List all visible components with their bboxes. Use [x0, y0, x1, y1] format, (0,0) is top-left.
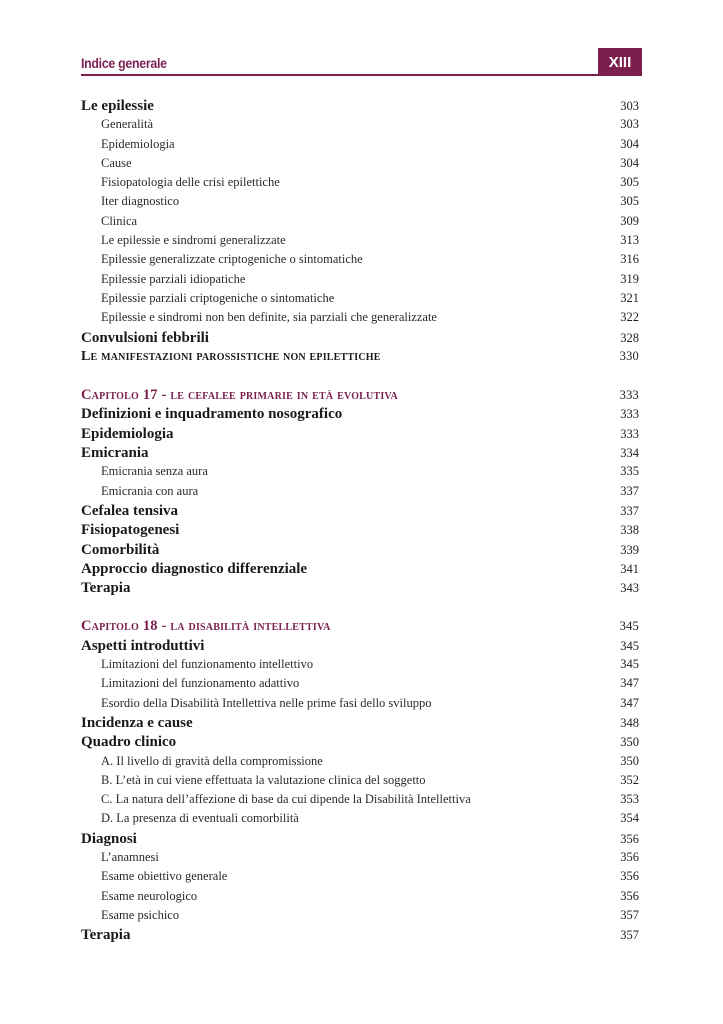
toc-entry-subheading[interactable] — [81, 850, 639, 869]
toc-entry-subheading[interactable] — [81, 117, 639, 136]
toc-chapter-title[interactable] — [81, 618, 639, 637]
toc-page-number: 316 — [620, 252, 639, 267]
toc-page-number: 347 — [620, 676, 639, 691]
toc-entry-label: Convulsioni febbrili — [81, 329, 209, 346]
toc-page-number: 305 — [620, 175, 639, 190]
toc-entry-subheading[interactable] — [81, 484, 639, 503]
toc-entry-label: Fisiopatogenesi — [81, 522, 180, 539]
toc-page-number: 303 — [620, 99, 639, 113]
toc-entry-subheading[interactable] — [81, 175, 639, 194]
toc-entry-heading[interactable] — [81, 426, 639, 445]
toc-page-number: 304 — [620, 136, 639, 151]
toc-entry-heading[interactable] — [81, 580, 639, 599]
toc-page-number: 356 — [620, 888, 639, 903]
toc-entry-label: Clinica — [101, 213, 138, 228]
toc-entry-label: Quadro clinico — [81, 734, 177, 751]
running-title: Indice generale — [81, 55, 167, 71]
toc-entry-subheading[interactable] — [81, 252, 639, 271]
toc-entry-label: Esame neurologico — [101, 888, 198, 903]
toc-entry-label: Cause — [101, 155, 132, 170]
page-number-badge: XIII — [598, 48, 642, 76]
toc-page-number: 328 — [620, 330, 639, 345]
toc-section — [81, 618, 639, 946]
toc-entry-heading[interactable] — [81, 831, 639, 850]
toc-entry-subheading[interactable] — [81, 137, 639, 156]
toc-chapter-title[interactable] — [81, 387, 639, 406]
toc-entry-heading[interactable] — [81, 522, 639, 541]
toc-entry-heading[interactable] — [81, 445, 639, 464]
table-of-contents — [81, 98, 639, 946]
toc-entry-label: Epilessie parziali idiopatiche — [101, 271, 246, 286]
toc-entry-label: Diagnosi — [81, 830, 137, 847]
toc-page-number: 337 — [620, 503, 639, 518]
toc-entry-label: Comorbilità — [81, 541, 160, 558]
toc-entry-label: Emicrania senza aura — [101, 464, 208, 479]
toc-entry-label: Emicrania — [81, 445, 149, 462]
toc-entry-subheading[interactable] — [81, 272, 639, 291]
header-rule — [81, 74, 598, 76]
toc-entry-subheading[interactable] — [81, 696, 639, 715]
toc-entry-label: Esordio della Disabilità Intellettiva nelle prime fasi dello sviluppo — [101, 695, 432, 710]
toc-page-number: 350 — [620, 753, 639, 768]
toc-entry-subheading[interactable] — [81, 908, 639, 927]
toc-page-number: 335 — [620, 464, 639, 479]
toc-entry-subheading[interactable] — [81, 811, 639, 830]
toc-entry-label: Fisiopatologia delle crisi epilettiche — [101, 175, 280, 190]
toc-page-number: 338 — [620, 523, 639, 538]
toc-page-number: 343 — [620, 581, 639, 596]
toc-entry-label: Esame psichico — [101, 907, 180, 922]
toc-entry-label: Epilessie e sindromi non ben definite, sia parziali che generalizzate — [101, 310, 437, 325]
toc-page-number: 339 — [620, 542, 639, 557]
toc-entry-label: A. Il livello di gravità della compromissione — [101, 753, 323, 768]
toc-page-number: 309 — [620, 213, 639, 228]
toc-page-number: 304 — [620, 155, 639, 170]
toc-entry-label: B. L’età in cui viene effettuata la valutazione clinica del soggetto — [101, 772, 426, 787]
toc-entry-subheading[interactable] — [81, 214, 639, 233]
toc-entry-label: Definizioni e inquadramento nosografico — [81, 406, 343, 423]
toc-section — [81, 387, 639, 599]
toc-entry-subheading[interactable] — [81, 773, 639, 792]
toc-page-number: 333 — [620, 426, 639, 441]
toc-entry-label: Le epilessie — [81, 98, 154, 114]
toc-page-number: 337 — [620, 483, 639, 498]
toc-page-number: 347 — [620, 695, 639, 710]
toc-entry-subheading[interactable] — [81, 657, 639, 676]
toc-entry-heading[interactable] — [81, 98, 639, 117]
toc-entry-heading[interactable] — [81, 927, 639, 946]
toc-page-number: 303 — [620, 117, 639, 132]
toc-entry-heading[interactable] — [81, 406, 639, 425]
toc-entry-heading[interactable] — [81, 542, 639, 561]
toc-entry-heading[interactable] — [81, 561, 639, 580]
toc-page-number: 354 — [620, 811, 639, 826]
toc-entry-caps-heading[interactable] — [81, 349, 639, 368]
toc-page-number: 333 — [619, 388, 639, 403]
toc-entry-subheading[interactable] — [81, 291, 639, 310]
toc-entry-subheading[interactable] — [81, 792, 639, 811]
toc-entry-label: Limitazioni del funzionamento adattivo — [101, 676, 300, 691]
toc-page-number: 345 — [619, 619, 639, 634]
toc-section — [81, 98, 639, 368]
toc-page-number: 321 — [620, 290, 639, 305]
toc-entry-subheading[interactable] — [81, 464, 639, 483]
toc-entry-label: Terapia — [81, 927, 131, 944]
toc-page-number: 334 — [620, 446, 639, 461]
toc-entry-heading[interactable] — [81, 503, 639, 522]
toc-entry-heading[interactable] — [81, 330, 639, 349]
toc-entry-subheading[interactable] — [81, 754, 639, 773]
toc-page-number: 330 — [619, 348, 639, 363]
toc-page-number: 350 — [620, 735, 639, 750]
toc-entry-label: D. La presenza di eventuali comorbilità — [101, 811, 299, 826]
toc-entry-label: Epidemiologia — [101, 136, 175, 151]
toc-entry-heading[interactable] — [81, 734, 639, 753]
toc-entry-subheading[interactable] — [81, 869, 639, 888]
toc-entry-label: Epilessie parziali criptogeniche o sintomatiche — [101, 290, 335, 305]
page-header — [81, 48, 642, 76]
toc-entry-label: Terapia — [81, 580, 131, 597]
toc-page-number: 356 — [620, 831, 639, 846]
toc-page-number: 356 — [620, 869, 639, 884]
toc-page-number: 319 — [620, 271, 639, 286]
toc-entry-subheading[interactable] — [81, 676, 639, 695]
toc-entry-subheading[interactable] — [81, 194, 639, 213]
toc-entry-heading[interactable] — [81, 715, 639, 734]
toc-entry-label: Epidemiologia — [81, 425, 174, 442]
toc-entry-subheading[interactable] — [81, 233, 639, 252]
toc-entry-label: Limitazioni del funzionamento intellettivo — [101, 657, 314, 672]
toc-page-number: 345 — [620, 638, 639, 653]
toc-entry-label: Capitolo 18 - la disabilità intellettiva — [81, 618, 331, 635]
toc-entry-label: Emicrania con aura — [101, 483, 199, 498]
toc-page-number: 341 — [620, 561, 639, 576]
toc-page-number: 353 — [620, 792, 639, 807]
toc-entry-label: Aspetti introduttivi — [81, 637, 205, 654]
toc-entry-label: Le epilessie e sindromi generalizzate — [101, 233, 286, 248]
toc-entry-label: Incidenza e cause — [81, 714, 193, 731]
toc-page-number: 357 — [620, 928, 639, 943]
toc-page-number: 356 — [620, 849, 639, 864]
toc-entry-heading[interactable] — [81, 638, 639, 657]
toc-entry-label: Approccio diagnostico differenziale — [81, 560, 308, 577]
toc-page-number: 352 — [620, 772, 639, 787]
toc-entry-label: Iter diagnostico — [101, 194, 180, 209]
toc-page-number: 357 — [620, 907, 639, 922]
toc-page-number: 348 — [620, 715, 639, 730]
toc-entry-subheading[interactable] — [81, 310, 639, 329]
toc-entry-subheading[interactable] — [81, 156, 639, 175]
toc-entry-label: L’anamnesi — [101, 849, 159, 864]
toc-entry-label: Capitolo 17 - le cefalee primarie in età evolutiva — [81, 387, 398, 404]
toc-page-number: 345 — [620, 657, 639, 672]
toc-entry-label: Le manifestazioni parossistiche non epilettiche — [81, 348, 381, 364]
toc-entry-subheading[interactable] — [81, 889, 639, 908]
toc-page-number: 305 — [620, 194, 639, 209]
toc-page-number: 313 — [620, 233, 639, 248]
toc-entry-label: Epilessie generalizzate criptogeniche o sintomatiche — [101, 252, 363, 267]
toc-page-number: 333 — [620, 407, 639, 422]
toc-page-number: 322 — [620, 310, 639, 325]
toc-entry-label: Generalità — [101, 117, 154, 132]
toc-entry-label: Cefalea tensiva — [81, 502, 179, 519]
toc-entry-label: C. La natura dell’affezione di base da cui dipende la Disabilità Intellettiva — [101, 792, 471, 807]
toc-entry-label: Esame obiettivo generale — [101, 869, 228, 884]
